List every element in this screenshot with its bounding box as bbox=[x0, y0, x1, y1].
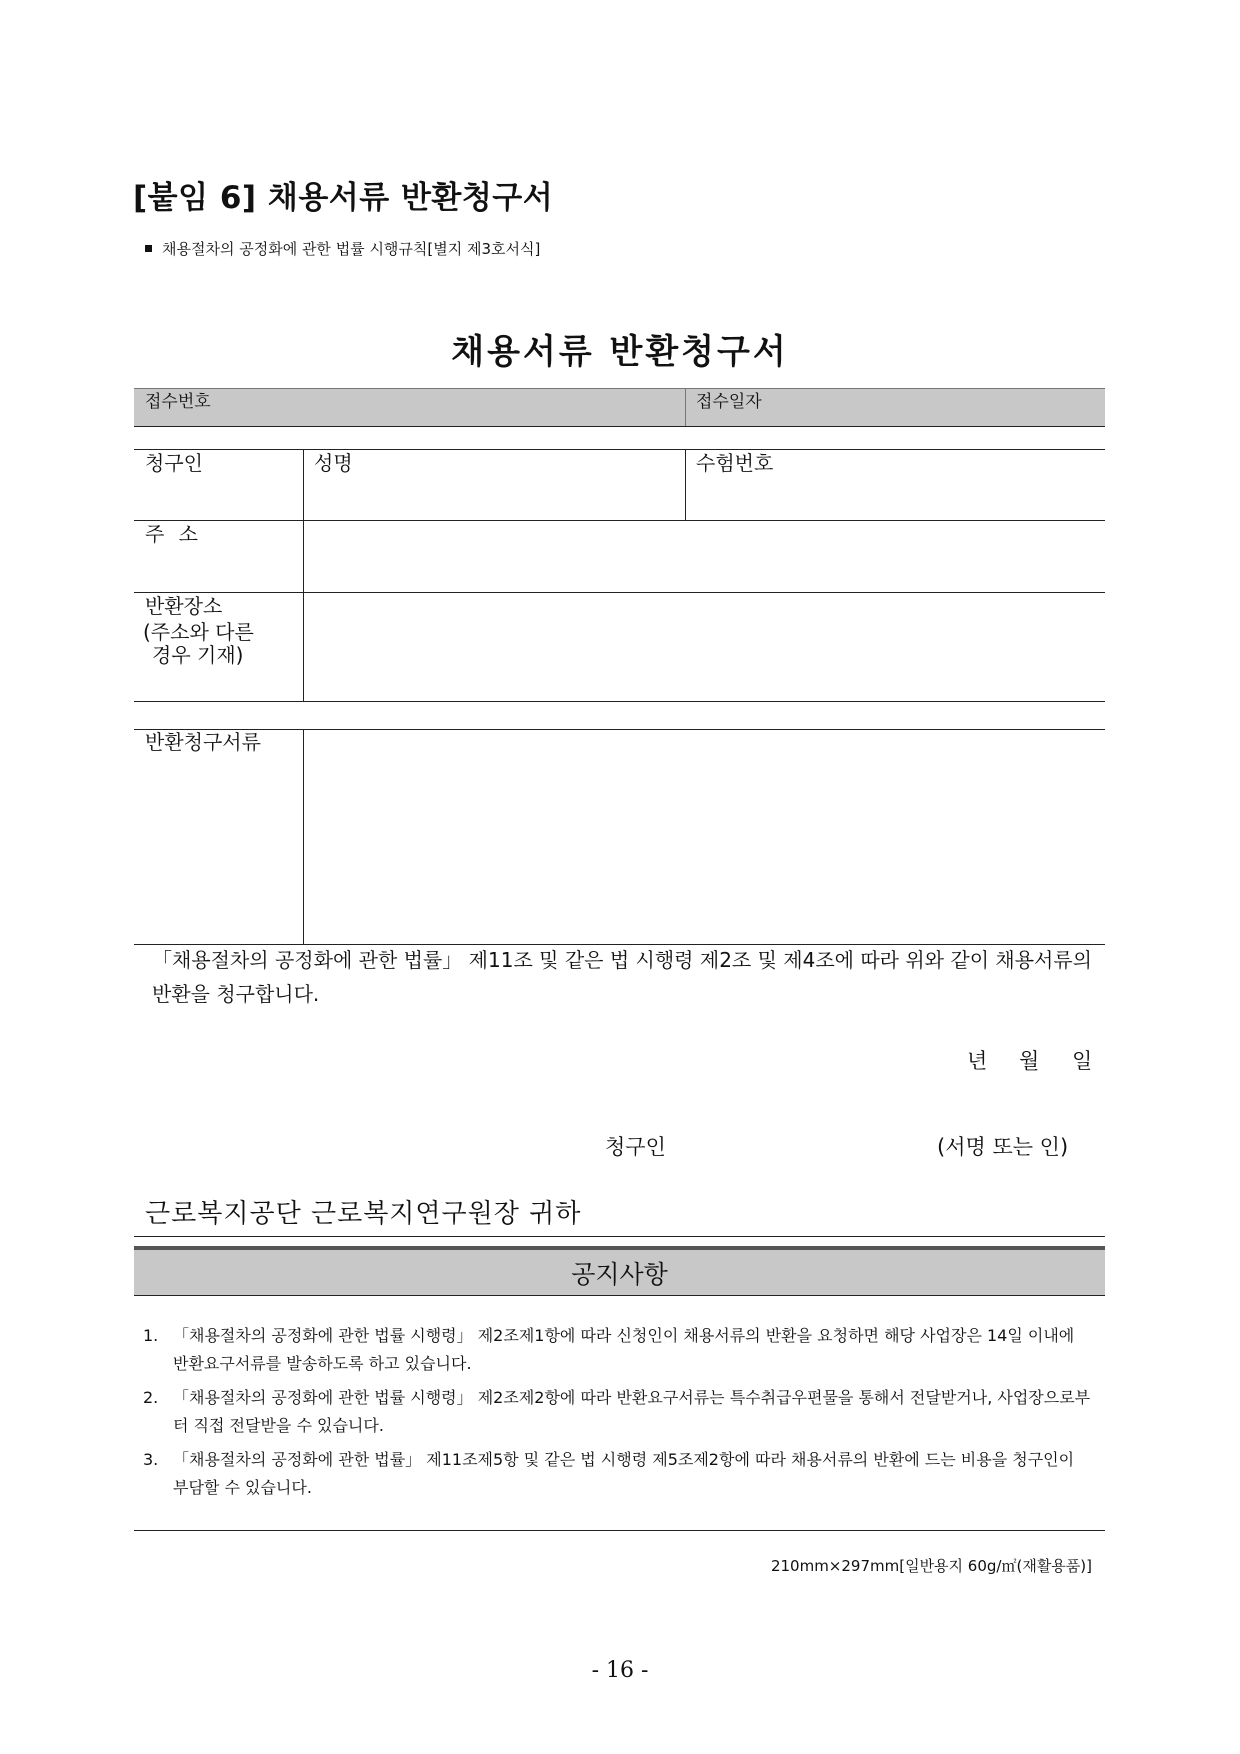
recipient: 근로복지공단 근로복지연구원장 귀하 bbox=[145, 1199, 582, 1229]
receipt-number-label: 접수번호 bbox=[145, 392, 211, 412]
name-label: 성명 bbox=[314, 451, 353, 475]
notice-item-text: 「채용절차의 공정화에 관한 법률」 제11조제5항 및 같은 법 시행령 제5조제2항에 따라 채용서류의 반환에 드는 비용을 청구인이 부담할 수 있습니다. bbox=[173, 1450, 1075, 1497]
signature-claimant-label: 청구인 bbox=[605, 1135, 666, 1159]
date-year: 년 bbox=[967, 1049, 988, 1073]
divider bbox=[134, 426, 1105, 427]
address-label: 주 소 bbox=[145, 522, 202, 546]
exam-number-field[interactable] bbox=[686, 478, 1104, 519]
divider bbox=[685, 389, 686, 426]
divider bbox=[134, 1530, 1105, 1531]
return-place-label-line2: (주소와 다른 bbox=[143, 620, 254, 644]
return-place-field[interactable] bbox=[304, 593, 1104, 700]
square-bullet-icon bbox=[145, 245, 152, 252]
notice-item bbox=[143, 1446, 1093, 1502]
divider bbox=[134, 388, 1105, 389]
return-place-label-line3: 경우 기재) bbox=[152, 643, 244, 667]
notice-heading: 공지사항 bbox=[134, 1246, 1105, 1296]
notice-item bbox=[143, 1322, 1093, 1378]
notice-item-text: 「채용절차의 공정화에 관한 법률 시행령」 제2조제2항에 따라 반환요구서류는 특수취급우편물을 통해서 전달받거나, 사업장으로부터 직접 전달받을 수 있습니다. bbox=[173, 1388, 1091, 1435]
date-month: 월 bbox=[1019, 1049, 1040, 1073]
request-statement: 「채용절차의 공정화에 관한 법률」 제11조 및 같은 법 시행령 제2조 및 제4조에 따라 위와 같이 채용서류의 반환을 청구합니다. bbox=[152, 948, 1092, 1006]
receipt-date-label: 접수일자 bbox=[696, 392, 762, 412]
receipt-row bbox=[134, 389, 1105, 426]
return-place-label-line1: 반환장소 bbox=[145, 594, 223, 618]
notice-item-number: 1. bbox=[143, 1326, 159, 1345]
exam-number-label: 수험번호 bbox=[696, 451, 774, 475]
address-field[interactable] bbox=[304, 521, 1104, 591]
page-number: - 16 - bbox=[591, 1658, 649, 1683]
documents-label: 반환청구서류 bbox=[145, 730, 261, 754]
form-reference-note bbox=[145, 238, 540, 259]
notice-item-text: 「채용절차의 공정화에 관한 법률 시행령」 제2조제1항에 따라 신청인이 채용서류의 반환을 요청하면 해당 사업장은 14일 이내에 반환요구서류를 발송하도록 하고 있습니다. bbox=[173, 1326, 1075, 1373]
paper-spec: 210mm×297mm[일반용지 60g/㎡(재활용품)] bbox=[770, 1557, 1092, 1575]
form-title: 채용서류 반환청구서 bbox=[451, 332, 789, 372]
attachment-heading: [붙임 6] 채용서류 반환청구서 bbox=[133, 180, 554, 216]
date-day: 일 bbox=[1072, 1049, 1093, 1073]
divider bbox=[134, 701, 1105, 702]
form-reference-text: 채용절차의 공정화에 관한 법률 시행규칙[별지 제3호서식] bbox=[162, 240, 541, 258]
name-field[interactable] bbox=[304, 478, 684, 519]
divider bbox=[134, 449, 1105, 450]
signature-note: (서명 또는 인) bbox=[937, 1135, 1069, 1159]
notice-item-number: 2. bbox=[143, 1388, 159, 1407]
divider bbox=[134, 1236, 1105, 1237]
notice-item-number: 3. bbox=[143, 1450, 159, 1469]
documents-field[interactable] bbox=[304, 730, 1104, 943]
notice-item bbox=[143, 1384, 1093, 1440]
claimant-label: 청구인 bbox=[145, 451, 203, 475]
notice-list bbox=[143, 1322, 1093, 1508]
